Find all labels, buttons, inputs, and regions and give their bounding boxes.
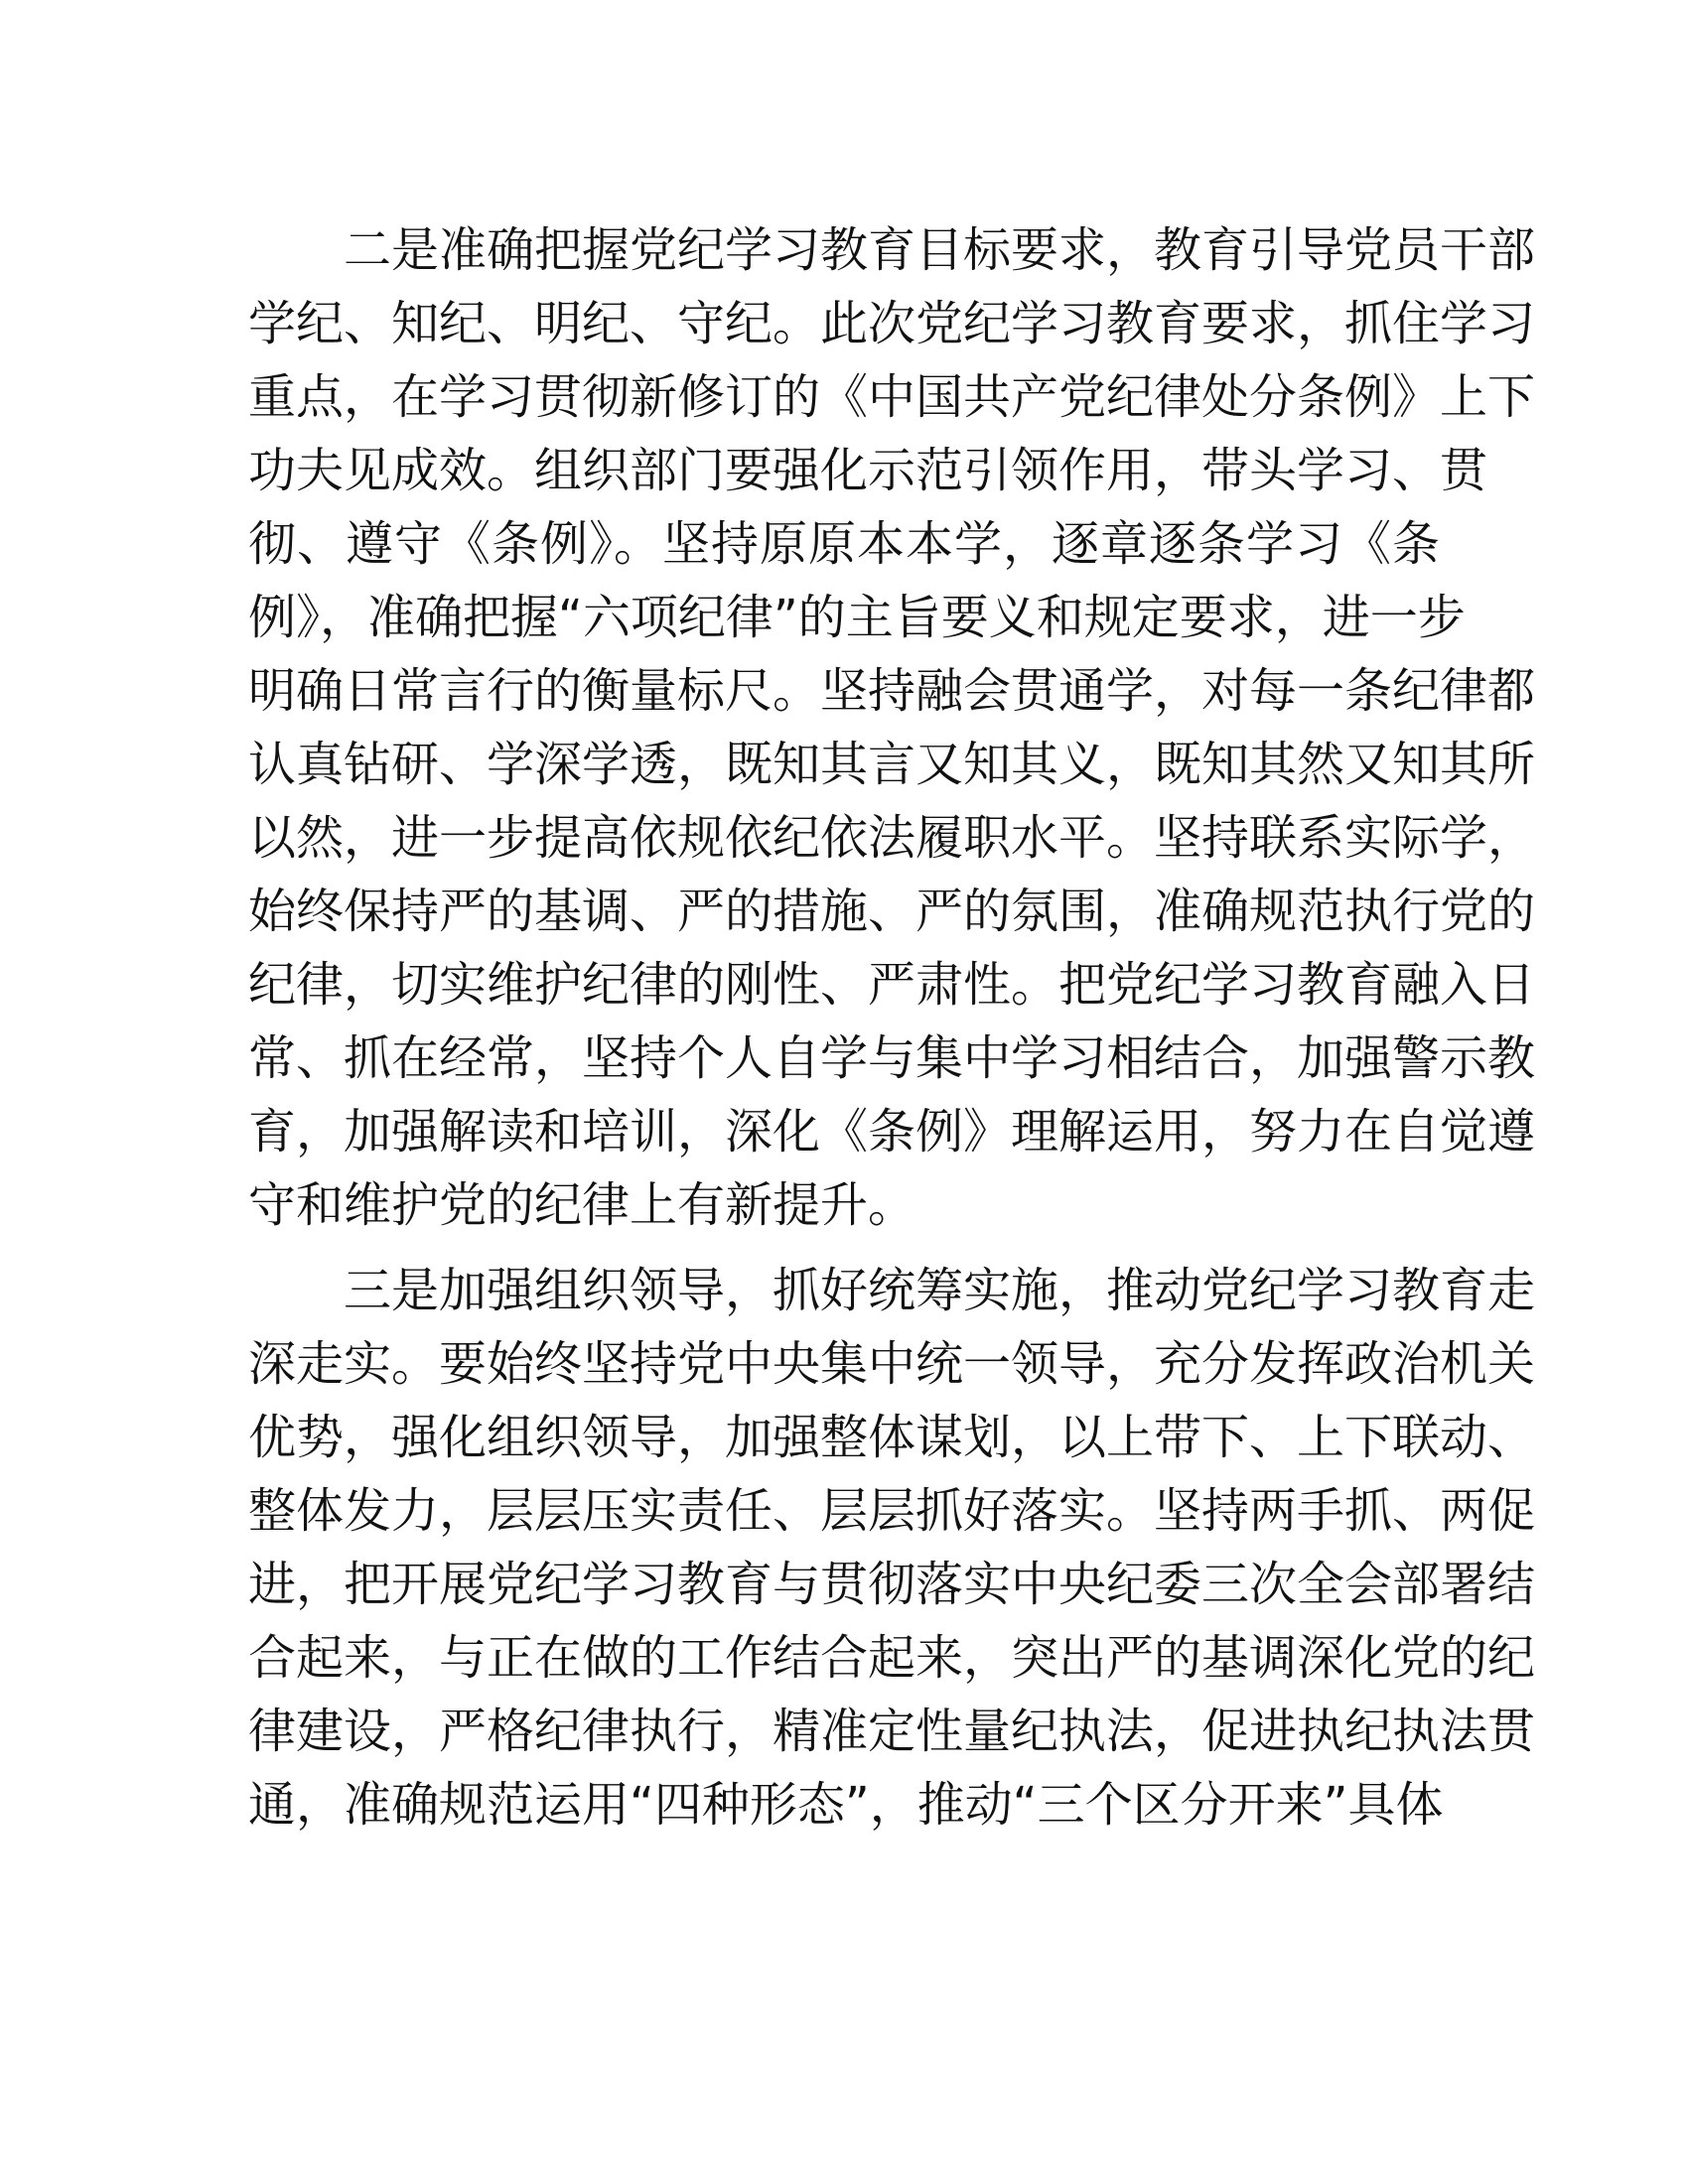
text-line: 整体发力，层层压实责任、层层抓好落实。坚持两手抓、两促 [248, 1483, 1536, 1539]
body-text [248, 213, 1536, 1842]
paragraph-organization-leadership [248, 1254, 1536, 1842]
text-line: 二是准确把握党纪学习教育目标要求，教育引导党员干部 [344, 222, 1536, 278]
text-line: 三是加强组织领导，抓好统筹实施，推动党纪学习教育走 [344, 1263, 1536, 1318]
text-line: 例》，准确把握“六项纪律”的主旨要义和规定要求，进一步 [248, 590, 1466, 645]
text-line: 常、抓在经常，坚持个人自学与集中学习相结合，加强警示教 [248, 1030, 1536, 1086]
paragraph-spacer [248, 1242, 1440, 1254]
text-line: 纪律，切实维护纪律的刚性、严肃性。把党纪学习教育融入日 [248, 957, 1536, 1013]
text-line: 以然，进一步提高依规依纪依法履职水平。坚持联系实际学， [248, 810, 1536, 866]
text-line: 功夫见成效。组织部门要强化示范引领作用，带头学习、贯 [248, 443, 1488, 498]
paragraph-goal-requirements [248, 213, 1536, 1242]
text-line: 始终保持严的基调、严的措施、严的氛围，准确规范执行党的 [248, 884, 1536, 939]
text-line: 学纪、知纪、明纪、守纪。此次党纪学习教育要求，抓住学习 [248, 296, 1536, 351]
text-line: 优势，强化组织领导，加强整体谋划，以上带下、上下联动、 [248, 1410, 1536, 1465]
text-line: 彻、遵守《条例》。坚持原原本本学，逐章逐条学习《条 [248, 516, 1440, 572]
text-line: 通，准确规范运用“四种形态”，推动“三个区分开来”具体 [248, 1777, 1444, 1833]
text-line: 守和维护党的纪律上有新提升。 [248, 1177, 916, 1233]
text-line: 重点，在学习贯彻新修订的《中国共产党纪律处分条例》上下 [248, 369, 1536, 425]
text-line: 育，加强解读和培训，深化《条例》理解运用，努力在自觉遵 [248, 1104, 1536, 1160]
text-line: 合起来，与正在做的工作结合起来，突出严的基调深化党的纪 [248, 1630, 1536, 1686]
text-line: 律建设，严格纪律执行，精准定性量纪执法，促进执纪执法贯 [248, 1704, 1536, 1759]
text-line: 深走实。要始终坚持党中央集中统一领导，充分发挥政治机关 [248, 1336, 1536, 1392]
text-line: 认真钻研、学深学透，既知其言又知其义，既知其然又知其所 [248, 737, 1536, 792]
text-line: 进，把开展党纪学习教育与贯彻落实中央纪委三次全会部署结 [248, 1557, 1536, 1612]
text-line: 明确日常言行的衡量标尺。坚持融会贯通学，对每一条纪律都 [248, 663, 1536, 719]
